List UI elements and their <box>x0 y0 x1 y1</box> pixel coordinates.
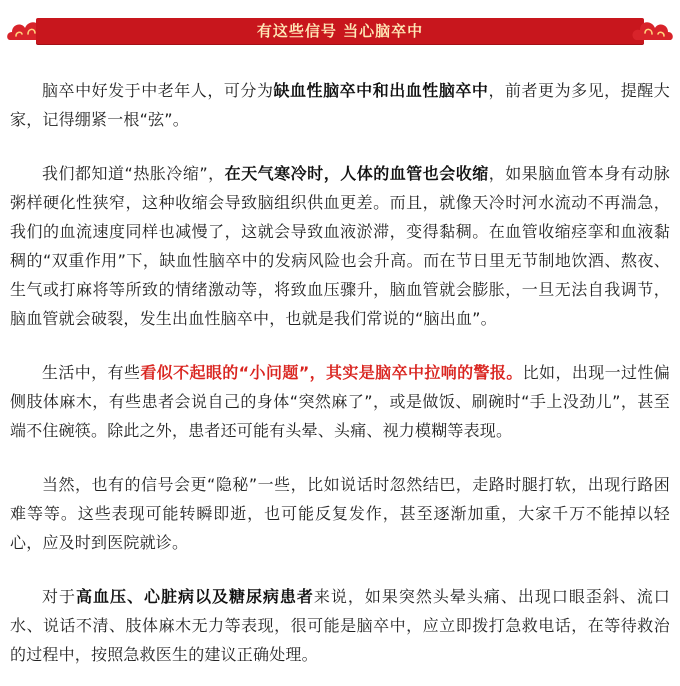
text-span: ，前者更为多见，提醒大家，记得绷紧一根“弦”。 <box>10 81 670 129</box>
text-span: 当然，也有的信号会更“隐秘”一些，比如说话时忽然结巴，走路时腿打软，出现行路困难等等。这些表现可能转瞬即逝，也可能反复发作，甚至逐渐加重，大家千万不能掉以轻心，应及时到医院就诊。 <box>10 475 670 552</box>
page-title: 有这些信号 当心脑卒中 <box>256 22 424 40</box>
auspicious-cloud-icon <box>628 10 676 50</box>
bold-text-span: 高血压、心脏病以及糖尿病患者 <box>76 587 314 606</box>
text-span: 对于 <box>42 587 76 606</box>
paragraph-cold-weather <box>10 159 670 333</box>
article-body <box>0 58 680 669</box>
text-span: ，如果脑血管本身有动脉粥样硬化性狭窄，这种收缩会导致脑组织供血更差。而且，就像天冷时河水流动不再湍急，我们的血流速度同样也减慢了，这就会导致血液淤滞，变得黏稠。在血管收缩痉挛和血液黏稠的“双重作用”下，缺血性脑卒中的发病风险也会升高。而在节日里无节制地饮酒、熬夜、生气或打麻将等所致的情绪激动等，将致血压骤升，脑血管就会膨胀，一旦无法自我调节，脑血管就会破裂，发生出血性脑卒中，也就是我们常说的“脑出血”。 <box>10 164 671 328</box>
paragraph-hidden-signs <box>10 470 670 557</box>
paragraph-high-risk <box>10 582 670 669</box>
text-span: 生活中，有些 <box>42 363 141 382</box>
bold-text-span: 在天气寒冷时，人体的血管也会收缩 <box>224 164 489 183</box>
text-span: 我们都知道“热胀冷缩”， <box>42 164 225 183</box>
text-span: 来说，如果突然头晕头痛、出现口眼歪斜、流口水、说话不清、肢体麻木无力等表现，很可能是脑卒中，应立即拨打急救电话，在等待救治的过程中，按照急救医生的建议正确处理。 <box>10 587 670 664</box>
title-banner <box>0 0 680 58</box>
bold-text-span: 缺血性脑卒中和出血性脑卒中 <box>273 81 489 100</box>
paragraph-warning-signs <box>10 358 670 445</box>
paragraph-stroke-types <box>10 76 670 134</box>
text-span: 比如，出现一过性偏侧肢体麻木，有些患者会说自己的身体“突然麻了”，或是做饭、刷碗时“手上没劲儿”，甚至端不住碗筷。除此之外，患者还可能有头晕、头痛、视力模糊等表现。 <box>10 363 670 440</box>
red-highlight-span: 看似不起眼的“小问题”，其实是脑卒中拉响的警报。 <box>140 363 523 382</box>
text-span: 脑卒中好发于中老年人，可分为 <box>42 81 274 100</box>
